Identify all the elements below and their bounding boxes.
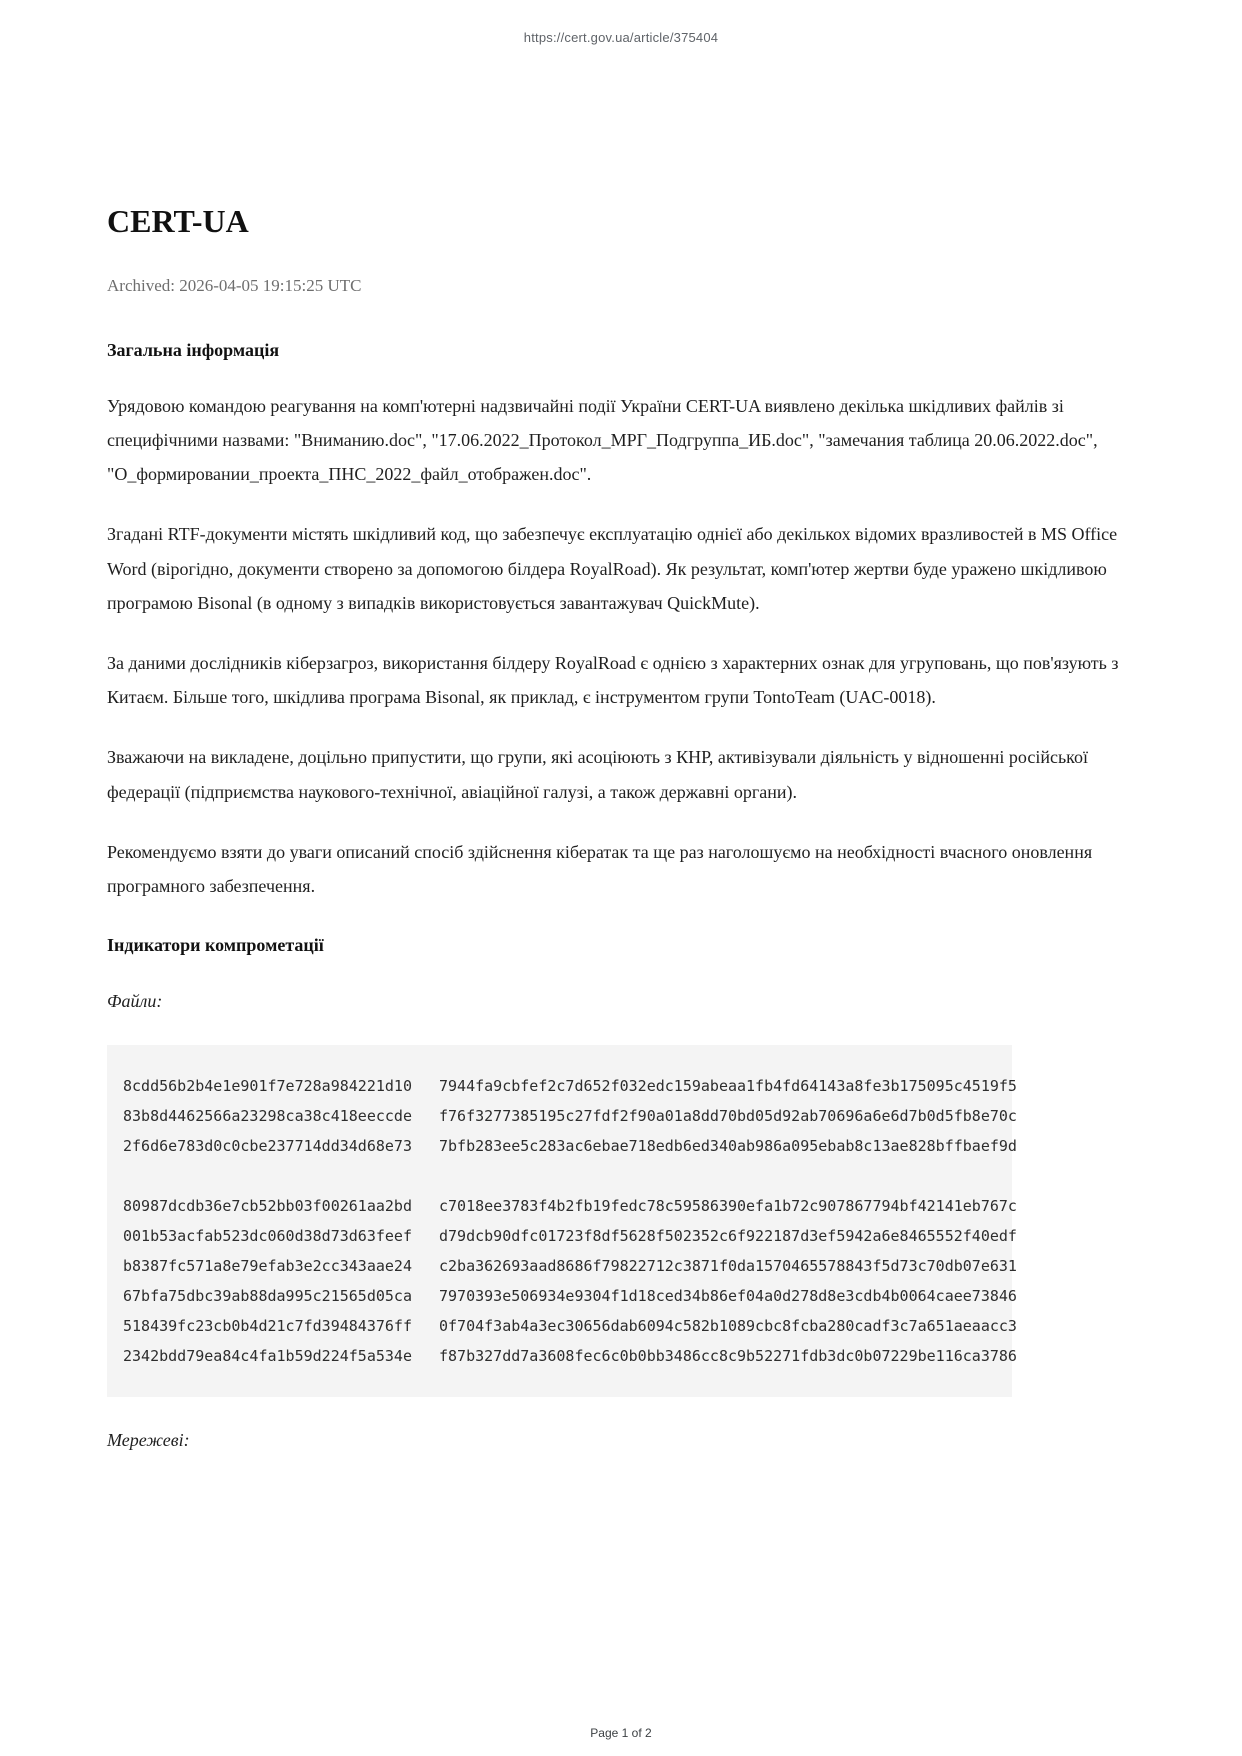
sha256-hash: 7970393e506934e9304f1d18ced34b86ef04a0d278d8e3cdb4b0064caee73846 bbox=[438, 1286, 1017, 1305]
paragraph-rtf-exploit: Згадані RTF-документи містять шкідливий код, що забезпечує експлуатацію однієї або декількох відомих вразливостей в MS Office Word (вірогідно, документи створено за допомогою білдера RoyalRoad). Як результат, комп'ютер жертви буде уражено шкідливою програмою Bisonal (в одному з випадків використовується завантажувач QuickMute). bbox=[107, 524, 1118, 613]
paragraph-recommendation: Рекомендуємо взяти до уваги описаний спосіб здійснення кібератак та ще раз наголошуємо на необхідності вчасного оновлення програмного забезпечення. bbox=[107, 841, 1093, 896]
md5-hash: 001b53acfab523dc060d38d73d63feef bbox=[123, 1226, 412, 1245]
sha256-hash: 7944fa9cbfef2c7d652f032edc159abeaa1fb4fd64143a8fe3b175095c4519f5 bbox=[438, 1076, 1017, 1095]
md5-hash: 80987dcdb36e7cb52bb03f00261aa2bd bbox=[123, 1196, 412, 1215]
md5-hash: 83b8d4462566a23298ca38c418eeccde bbox=[123, 1106, 412, 1125]
paragraph-detected-files: Урядовою командою реагування на комп'ютерні надзвичайні події України CERT-UA виявлено декілька шкідливих файлів зі специфічними назвами: "Вниманию.doc", "17.06.2022_Протокол_МРГ_Подгруппа_ИБ.doc", "замечания таблица 20.06.2022.doc", "О_формировании_проекта_ПНС_2022_файл_отображен.doc". bbox=[107, 395, 1098, 485]
hash-group-spacer bbox=[123, 1161, 1012, 1191]
sha256-hash: c2ba362693aad8686f79822712c3871f0da1570465578843f5d73c70db07e631 bbox=[438, 1256, 1017, 1275]
files-label: Файли: bbox=[107, 991, 163, 1012]
page-url-header: https://cert.gov.ua/article/375404 bbox=[523, 30, 719, 45]
file-hashes-block bbox=[107, 1045, 1017, 1397]
hash-row bbox=[123, 1071, 1017, 1101]
hash-row bbox=[123, 1341, 1017, 1371]
hash-row bbox=[123, 1131, 1017, 1161]
hash-row bbox=[123, 1101, 1017, 1131]
sha256-hash: 0f704f3ab4a3ec30656dab6094c582b1089cbc8fcba280cadf3c7a651aeaacc3 bbox=[438, 1316, 1017, 1335]
sha256-hash: d79dcb90dfc01723f8df5628f502352c6f922187d3ef5942a6e8465552f40edf bbox=[438, 1226, 1017, 1245]
section-heading-general-info: Загальна інформація bbox=[107, 339, 280, 360]
hash-row bbox=[123, 1191, 1017, 1221]
sha256-hash: 7bfb283ee5c283ac6ebae718edb6ed340ab986a095ebab8c13ae828bffbaef9d bbox=[438, 1136, 1017, 1155]
md5-hash: b8387fc571a8e79efab3e2cc343aae24 bbox=[123, 1256, 412, 1275]
md5-hash: 67bfa75dbc39ab88da995c21565d05ca bbox=[123, 1286, 412, 1305]
article-content bbox=[107, 203, 1135, 1457]
sha256-hash: f87b327dd7a3608fec6c0b0bb3486cc8c9b52271fdb3dc0b07229be116ca3786 bbox=[438, 1346, 1017, 1365]
article-title: CERT-UA bbox=[107, 203, 249, 239]
hash-row bbox=[123, 1251, 1017, 1281]
section-heading-indicators: Індикатори компрометації bbox=[107, 935, 324, 956]
paragraph-royalroad-attribution: За даними дослідників кіберзагроз, використання білдеру RoyalRoad є однією з характерних ознак для угруповань, що пов'язують з Китаєм. Більше того, шкідлива програма Bisonal, як приклад, є інструментом групи TontoTeam (UAC-0018). bbox=[107, 653, 1119, 708]
sha256-hash: f76f3277385195c27fdf2f90a01a8dd70bd05d92ab70696a6e6d7b0d5fb8e70c bbox=[438, 1106, 1017, 1125]
hash-row bbox=[123, 1281, 1017, 1311]
md5-hash: 2f6d6e783d0c0cbe237714dd34d68e73 bbox=[123, 1136, 412, 1155]
md5-hash: 8cdd56b2b4e1e901f7e728a984221d10 bbox=[123, 1076, 412, 1095]
archived-timestamp: Archived: 2026-04-05 19:15:25 UTC bbox=[107, 275, 362, 295]
page-number: Page 1 of 2 bbox=[590, 1726, 652, 1740]
sha256-hash: c7018ee3783f4b2fb19fedc78c59586390efa1b72c907867794bf42141eb767c bbox=[438, 1196, 1017, 1215]
md5-hash: 2342bdd79ea84c4fa1b59d224f5a534e bbox=[123, 1346, 412, 1365]
network-label: Мережеві: bbox=[107, 1429, 190, 1450]
md5-hash: 518439fc23cb0b4d21c7fd39484376ff bbox=[123, 1316, 412, 1335]
hash-row bbox=[123, 1311, 1017, 1341]
hash-row bbox=[123, 1221, 1017, 1251]
paragraph-china-activity: Зважаючи на викладене, доцільно припустити, що групи, які асоціюють з КНР, активізували діяльність у відношенні російської федерації (підприємства наукового-технічної, авіаційної галузі, а також державні органи). bbox=[107, 747, 1088, 802]
